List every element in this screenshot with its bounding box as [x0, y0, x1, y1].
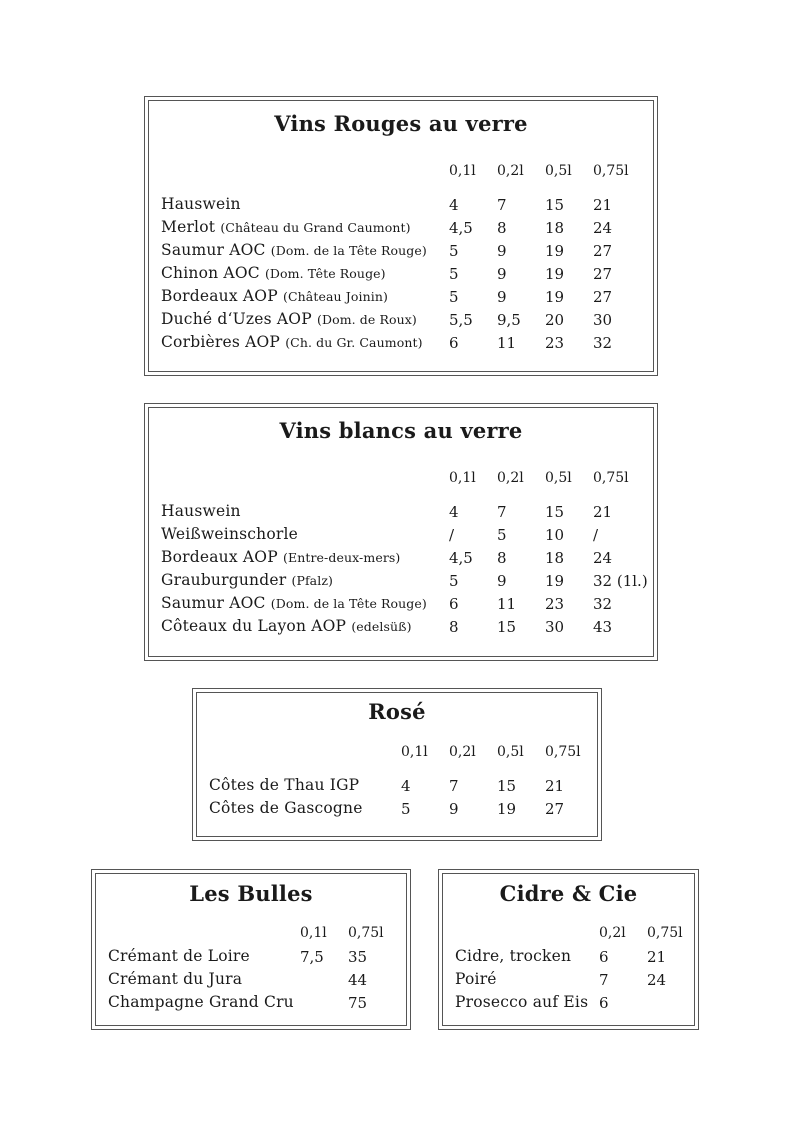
price-cell: 7	[497, 503, 507, 521]
column-header: 0,75l	[348, 925, 384, 941]
price-cell: 5,5	[449, 311, 473, 329]
wine-label: Champagne Grand Cru	[108, 993, 294, 1011]
wine-producer: (Dom. Tête Rouge)	[264, 266, 386, 281]
wine-producer: (Dom. de la Tête Rouge)	[270, 596, 427, 611]
wine-producer: (Dom. de Roux)	[316, 312, 417, 327]
price-cell: 4,5	[449, 549, 473, 567]
price-cell: 21	[593, 503, 613, 521]
price-cell: 5	[449, 265, 459, 283]
price-cell: 23	[545, 595, 565, 613]
section-title: Vins Rouges au verre	[274, 111, 528, 136]
column-header: 0,5l	[545, 470, 572, 486]
price-cell: 5	[449, 288, 459, 306]
section-vins-rouges	[144, 96, 658, 376]
wine-name	[161, 617, 412, 635]
wine-name	[108, 947, 250, 965]
wine-name	[161, 264, 386, 282]
price-cell: 9	[449, 800, 459, 818]
price-cell: 7	[449, 777, 459, 795]
column-header: 0,75l	[593, 163, 629, 179]
section-cidre-cie	[438, 869, 699, 1030]
wine-label: Weißweinschorle	[161, 525, 299, 543]
price-cell: 32	[593, 334, 613, 352]
price-cell: 43	[593, 618, 613, 636]
price-cell: 9	[497, 242, 507, 260]
price-cell: 27	[593, 265, 613, 283]
wine-name	[209, 776, 359, 794]
column-header: 0,1l	[449, 163, 476, 179]
price-cell: 21	[545, 777, 565, 795]
price-cell: 27	[593, 242, 613, 260]
wine-label: Bordeaux AOP	[161, 548, 278, 566]
price-cell: 8	[497, 549, 507, 567]
price-cell: 21	[593, 196, 613, 214]
column-header: 0,1l	[449, 470, 476, 486]
column-header: 0,75l	[647, 925, 683, 941]
section-title: Cidre & Cie	[499, 881, 638, 906]
price-cell: 4	[449, 196, 459, 214]
wine-name	[161, 571, 333, 589]
price-cell: 9	[497, 572, 507, 590]
section-title: Les Bulles	[189, 881, 313, 906]
price-cell: /	[449, 526, 455, 544]
column-header: 0,2l	[449, 744, 476, 760]
price-cell: 27	[593, 288, 613, 306]
price-cell: 4	[449, 503, 459, 521]
column-header: 0,5l	[497, 744, 524, 760]
price-cell: 19	[497, 800, 517, 818]
price-cell: 20	[545, 311, 565, 329]
price-cell: 7,5	[300, 948, 324, 966]
section-les-bulles	[91, 869, 411, 1030]
wine-label: Hauswein	[161, 195, 241, 213]
wine-label: Bordeaux AOP	[161, 287, 278, 305]
column-header: 0,1l	[300, 925, 327, 941]
price-cell: 75	[348, 994, 368, 1012]
price-cell: 15	[497, 618, 517, 636]
price-cell: 5	[401, 800, 411, 818]
wine-name	[209, 799, 363, 817]
price-cell: 11	[497, 595, 517, 613]
price-cell: 27	[545, 800, 565, 818]
wine-name	[108, 993, 294, 1011]
wine-label: Crémant de Loire	[108, 947, 250, 965]
price-cell: 32	[593, 595, 613, 613]
price-cell: 24	[593, 549, 613, 567]
wine-label: Poiré	[455, 970, 497, 988]
price-cell: 24	[593, 219, 613, 237]
price-cell: 15	[545, 503, 565, 521]
price-cell: 6	[599, 948, 609, 966]
price-cell: 10	[545, 526, 565, 544]
wine-producer: (Ch. du Gr. Caumont)	[285, 335, 423, 350]
wine-label: Côtes de Gascogne	[209, 799, 363, 817]
price-cell: 6	[449, 334, 459, 352]
wine-label: Grauburgunder	[161, 571, 287, 589]
price-cell: 4,5	[449, 219, 473, 237]
price-cell: 21	[647, 948, 667, 966]
wine-label: Côteaux du Layon AOP	[161, 617, 347, 635]
price-cell: 30	[545, 618, 565, 636]
wine-label: Saumur AOC	[161, 241, 266, 259]
wine-name	[455, 970, 497, 988]
column-header: 0,75l	[593, 470, 629, 486]
column-header: 0,2l	[497, 163, 524, 179]
price-cell: 19	[545, 242, 565, 260]
wine-label: Crémant du Jura	[108, 970, 243, 988]
price-cell: 32 (1l.)	[593, 572, 648, 590]
price-cell: 5	[449, 572, 459, 590]
price-cell: 8	[497, 219, 507, 237]
price-cell: 6	[449, 595, 459, 613]
price-cell: 4	[401, 777, 411, 795]
wine-producer: (Entre-deux-mers)	[283, 550, 401, 565]
price-cell: 5	[449, 242, 459, 260]
wine-name	[161, 525, 298, 543]
wine-label: Prosecco auf Eis	[455, 993, 589, 1011]
column-header: 0,5l	[545, 163, 572, 179]
wine-name	[161, 241, 427, 259]
wine-name	[161, 502, 241, 520]
wine-label: Corbières AOP	[161, 333, 281, 351]
wine-label: Saumur AOC	[161, 594, 266, 612]
wine-label: Hauswein	[161, 502, 241, 520]
column-header: 0,1l	[401, 744, 428, 760]
column-header: 0,2l	[599, 925, 626, 941]
section-title: Vins blancs au verre	[279, 418, 523, 443]
price-cell: 18	[545, 549, 565, 567]
price-cell: 7	[497, 196, 507, 214]
wine-name	[161, 310, 417, 328]
wine-label: Chinon AOC	[161, 264, 260, 282]
column-header: 0,75l	[545, 744, 581, 760]
wine-producer: (edelsüß)	[351, 619, 412, 634]
price-cell: /	[593, 526, 599, 544]
price-cell: 15	[545, 196, 565, 214]
wine-name	[161, 218, 411, 236]
wine-label: Cidre, trocken	[455, 947, 572, 965]
price-cell: 9	[497, 265, 507, 283]
wine-producer: (Pfalz)	[291, 573, 333, 588]
price-cell: 19	[545, 265, 565, 283]
price-cell: 23	[545, 334, 565, 352]
price-cell: 8	[449, 618, 459, 636]
price-cell: 9	[497, 288, 507, 306]
price-cell: 15	[497, 777, 517, 795]
price-cell: 19	[545, 572, 565, 590]
wine-producer: (Dom. de la Tête Rouge)	[270, 243, 427, 258]
price-cell: 35	[348, 948, 368, 966]
price-cell: 19	[545, 288, 565, 306]
price-cell: 6	[599, 994, 609, 1012]
price-cell: 18	[545, 219, 565, 237]
price-cell: 5	[497, 526, 507, 544]
wine-name	[108, 970, 242, 988]
section-vins-blancs	[144, 403, 658, 661]
wine-name	[161, 548, 400, 566]
section-title: Rosé	[368, 699, 426, 724]
price-cell: 7	[599, 971, 609, 989]
wine-name	[455, 947, 571, 965]
wine-label: Côtes de Thau IGP	[209, 776, 360, 794]
price-cell: 44	[348, 971, 368, 989]
column-header: 0,2l	[497, 470, 524, 486]
wine-name	[161, 195, 241, 213]
wine-name	[161, 333, 423, 351]
price-cell: 9,5	[497, 311, 521, 329]
wine-name	[455, 993, 588, 1011]
wine-label: Merlot	[161, 218, 216, 236]
price-cell: 24	[647, 971, 667, 989]
price-cell: 11	[497, 334, 517, 352]
wine-producer: (Château Joinin)	[283, 289, 388, 304]
wine-name	[161, 287, 388, 305]
wine-producer: (Château du Grand Caumont)	[220, 220, 411, 235]
section-rose	[192, 688, 602, 841]
price-cell: 30	[593, 311, 613, 329]
wine-name	[161, 594, 427, 612]
wine-label: Duché d‘Uzes AOP	[161, 310, 312, 328]
